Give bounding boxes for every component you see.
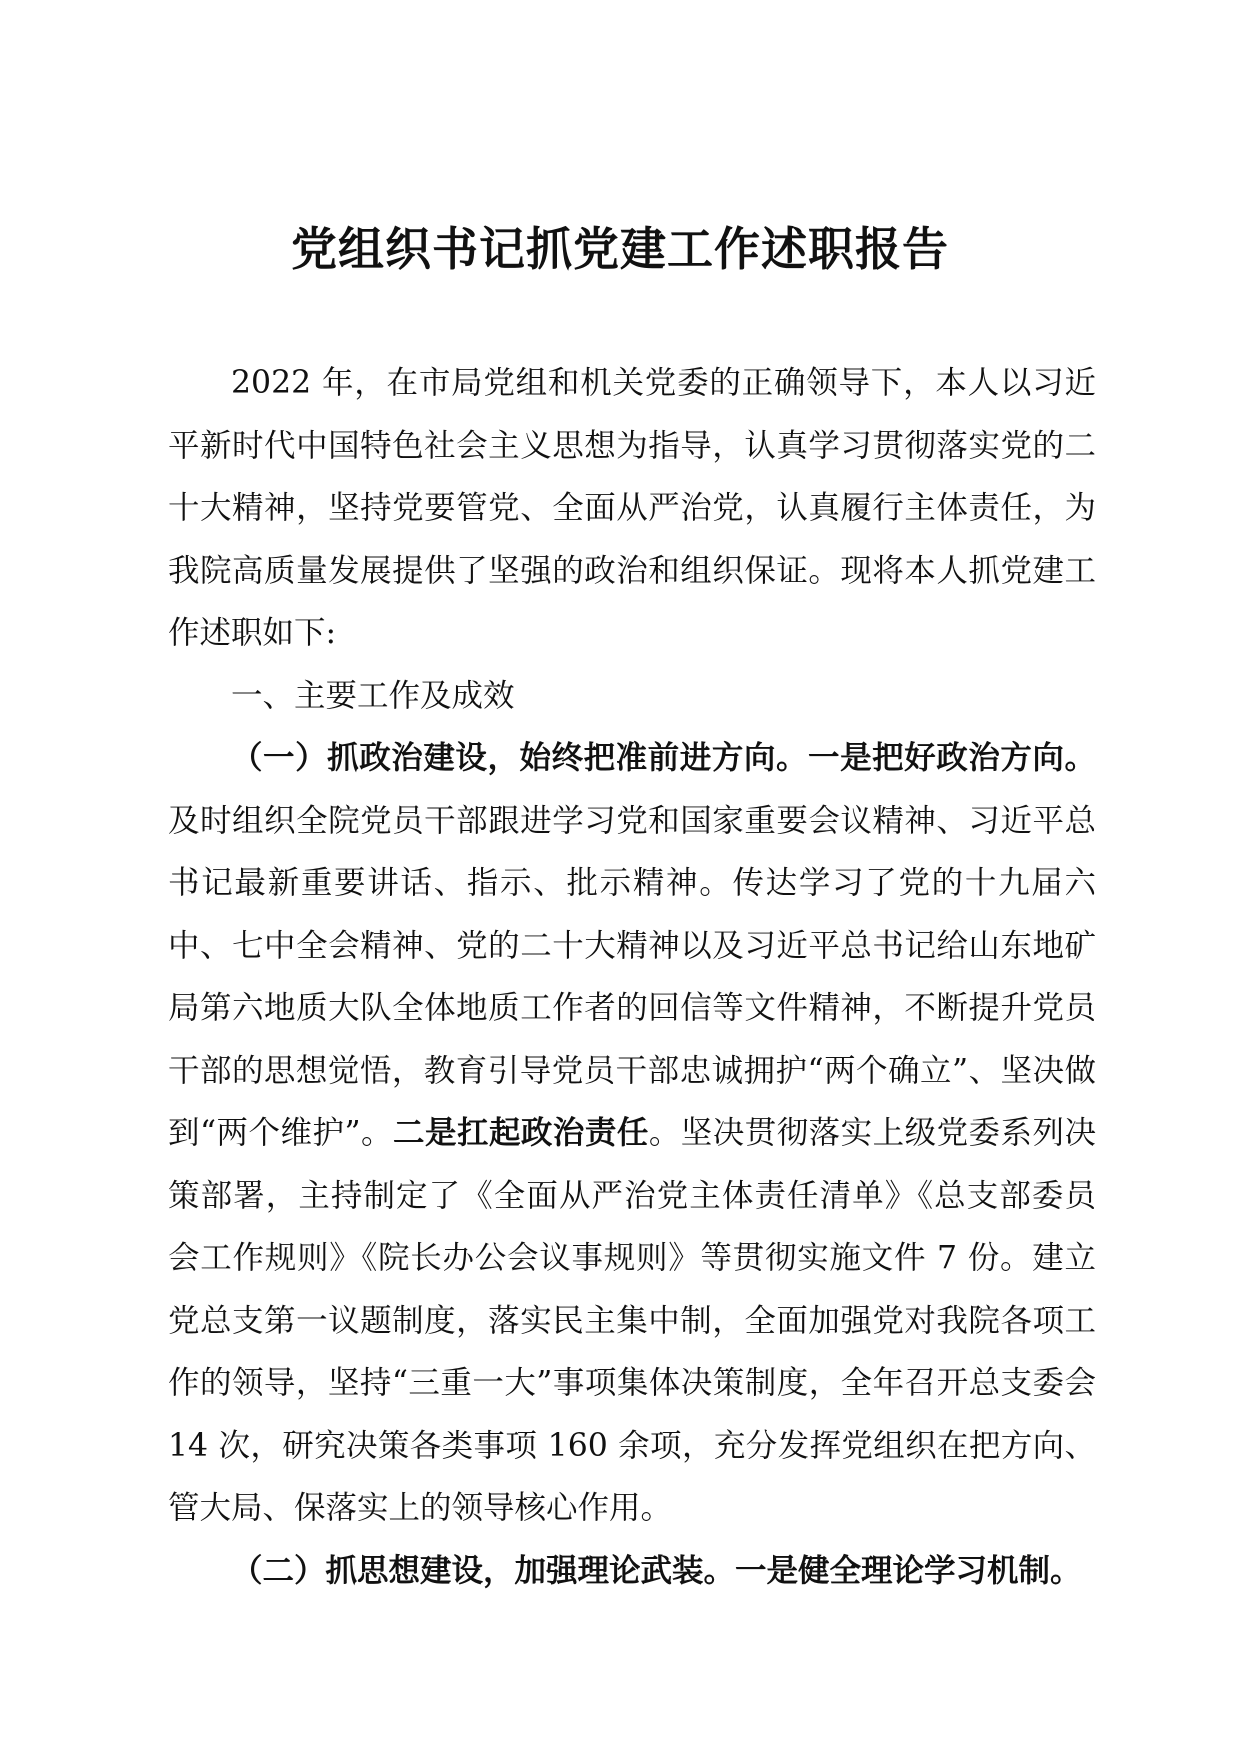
- subsection-1-paragraph: [168, 727, 1096, 1540]
- subsection-1-heading: （一）抓政治建设，始终把准前进方向。: [231, 740, 809, 776]
- point-1-text: 及时组织全院党员干部跟进学习党和国家重要会议精神、习近平总书记最新重要讲话、指示、批示精神。传达学习了党的十九届六中、七中全会精神、党的二十大精神以及习近平总书记给山东地矿局第六地质大队全体地质工作者的回信等文件精神，不断提升党员干部的思想觉悟，教育引导党员干部忠诚拥护“两个确立”、坚决做到“两个维护”。: [168, 802, 1096, 1151]
- intro-paragraph: 2022 年，在市局党组和机关党委的正确领导下，本人以习近平新时代中国特色社会主义思想为指导，认真学习贯彻落实党的二十大精神，坚持党要管党、全面从严治党，认真履行主体责任，为我院高质量发展提供了坚强的政治和组织保证。现将本人抓党建工作述职如下:: [168, 365, 1096, 651]
- subsection-2-paragraph: [168, 1540, 1096, 1603]
- section-heading: 一、主要工作及成效: [231, 677, 515, 714]
- document-body: [168, 352, 1096, 1602]
- subsection-2-heading: （二）抓思想建设，加强理论武装。: [231, 1552, 736, 1589]
- point-2-text: 。坚决贯彻落实上级党委系列决策部署，主持制定了《全面从严治党主体责任清单》《总支部委员会工作规则》《院长办公会议事规则》等贯彻实施文件 7 份。建立党总支第一议题制度，落实民主集中制，全面加强党对我院各项工作的领导，坚持“三重一大”事项集体决策制度，全年召开总支委会 14 次，研究决策各类事项 160 余项，充分发挥党组织在把方向、管大局、保落实上的领导核心作用。: [168, 1115, 1096, 1526]
- point-2-label: 二是扛起政治责任: [393, 1115, 649, 1151]
- subsection-2-point-1-label: 一是健全理论学习机制。: [735, 1552, 1082, 1589]
- document-title: 党组织书记抓党建工作述职报告: [291, 222, 949, 276]
- point-1-label: 一是把好政治方向。: [808, 740, 1096, 776]
